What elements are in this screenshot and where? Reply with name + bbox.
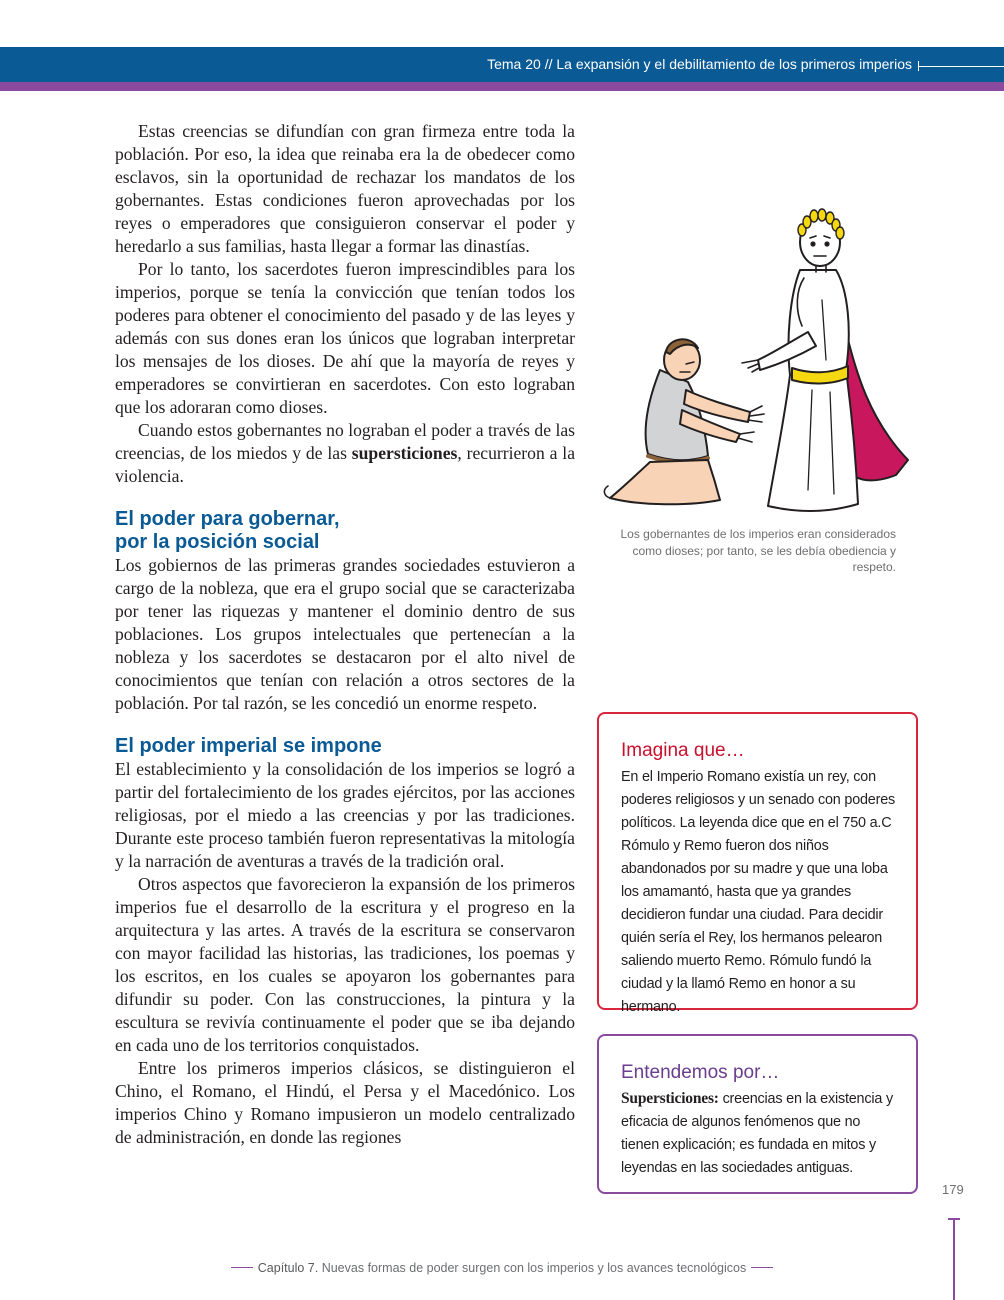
paragraph: Entre los primeros imperios clásicos, se distinguieron el Chino, el Romano, el Hindú, el Persa y el Macedónico. Los imperios Chino y Romano impusieron un modelo centralizado de administración, en donde las regiones [115,1058,575,1147]
box-title: Imagina que… [621,740,745,761]
footer-rule-left [231,1267,253,1268]
footer-rule-right [751,1267,773,1268]
paragraph-text: , recurrieron a la violencia. [115,443,575,486]
section-heading: El poder imperial se impone [115,735,382,757]
page-number: 179 [942,1182,964,1197]
paragraph: Los gobiernos de las primeras grandes sociedades estuvieron a cargo de la nobleza, que era el grupo social que se caracterizaba por tener las riquezas y mantener el dominio dentro de sus poblaciones. Los grupos intelectuales que pertenecían a la nobleza y los sacerdotes se destacaron por el alto nivel de conocimientos que tenían con relación a otros sectores de la población. Por tal razón, se les concedió un enorme respeto. [115,555,575,713]
footer-chapter-title: Nuevas formas de poder surgen con los imperios y los avances tecnológicos [318,1261,747,1275]
entendemos-por-box [597,1034,918,1194]
paragraph [115,419,575,488]
box-text: En el Imperio Romano existía un rey, con poderes religiosos y un senado con poderes políticos. La leyenda dice que en el 750 a.C Rómulo y Remo fueron dos niños abandonados por su madre y que una loba los amamantó, hasta que ya grandes decidieron fundar una ciudad. Para decidir quién sería el Rey, los hermanos pelearon saliendo muerto Remo. Rómulo fundó la ciudad y la llamó Remo en honor a su hermano. [621,769,896,1015]
imagina-que-box [597,712,918,1015]
paragraph: Por lo tanto, los sacerdotes fueron imprescindibles para los imperios, porque se tenía la convicción que tenían todos los poderes para obtener el conocimiento del pasado y de las leyes y además con sus dones eran los únicos que lograban interpretar los mensajes de los dioses. De ahí que la mayoría de reyes y emperadores se convirtieran en sacerdotes. Con esto lograban que los adoraran como dioses. [115,259,575,417]
main-text-column [115,120,575,1149]
paragraph: El establecimiento y la consolidación de los imperios se logró a partir del fortalecimiento de los grades ejércitos, por las acciones religiosas, por el miedo a las creencias y por las tradiciones. Durante este proceso también fueron representativas la mitología y la narración de aventuras a través de la tradición oral. [115,759,575,871]
section-heading-line: El poder para gobernar, [115,508,340,530]
illustration-caption: Los gobernantes de los imperios eran considerados como dioses; por tanto, se les debía obediencia y respeto. [620,527,896,574]
chapter-topic-title: Tema 20 // La expansión y el debilitamiento de los primeros imperios [487,56,912,72]
header-rule [918,66,1004,67]
paragraph-text: Cuando estos gobernantes no lograban el poder a través de las creencias, de los miedos y de las [115,420,575,463]
paragraph: Estas creencias se difundían con gran firmeza entre toda la población. Por eso, la idea que reinaba era la de obedecer como esclavos, sin la oportunidad de rechazar los mandatos de los gobernantes. Estas condiciones fueron aprovechadas por los reyes o emperadores que consiguieron conservar el poder y heredarlo a sus familias, hasta llegar a formar las dinastías. [115,121,575,256]
definition-body: creencias en la existencia y eficacia de algunos fenómenos que no tienen explicación; es fundada en mitos y leyendas en las sociedades antiguas. [621,1091,893,1176]
footer-chapter-label: Capítulo 7. [257,1261,319,1275]
chapter-footer [0,1261,1004,1275]
header-accent-stripe [0,82,1004,91]
glossary-term[interactable]: supersticiones [351,443,458,463]
paragraph: Otros aspectos que favorecieron la expansión de los primeros imperios fue el desarrollo de la escritura y el progreso en la arquitectura y las artes. A través de la escritura se conservaron con mayor facilidad las historias, las tradiciones, los poemas y los escritos, en los cuales se apoyaron los gobernantes para difundir su poder. Con las construcciones, la pintura y la escultura se revivía continuamente el poder que se iba dejando en cada uno de los territorios conquistados. [115,874,575,1055]
section-heading-line: por la posición social [115,531,320,553]
section-heading [115,508,575,554]
side-rule [953,1219,955,1300]
definition-text [621,1087,899,1180]
emperor-illustration [590,200,920,520]
box-title: Entendemos por… [621,1062,780,1083]
definition-term: Supersticiones: [621,1090,719,1107]
